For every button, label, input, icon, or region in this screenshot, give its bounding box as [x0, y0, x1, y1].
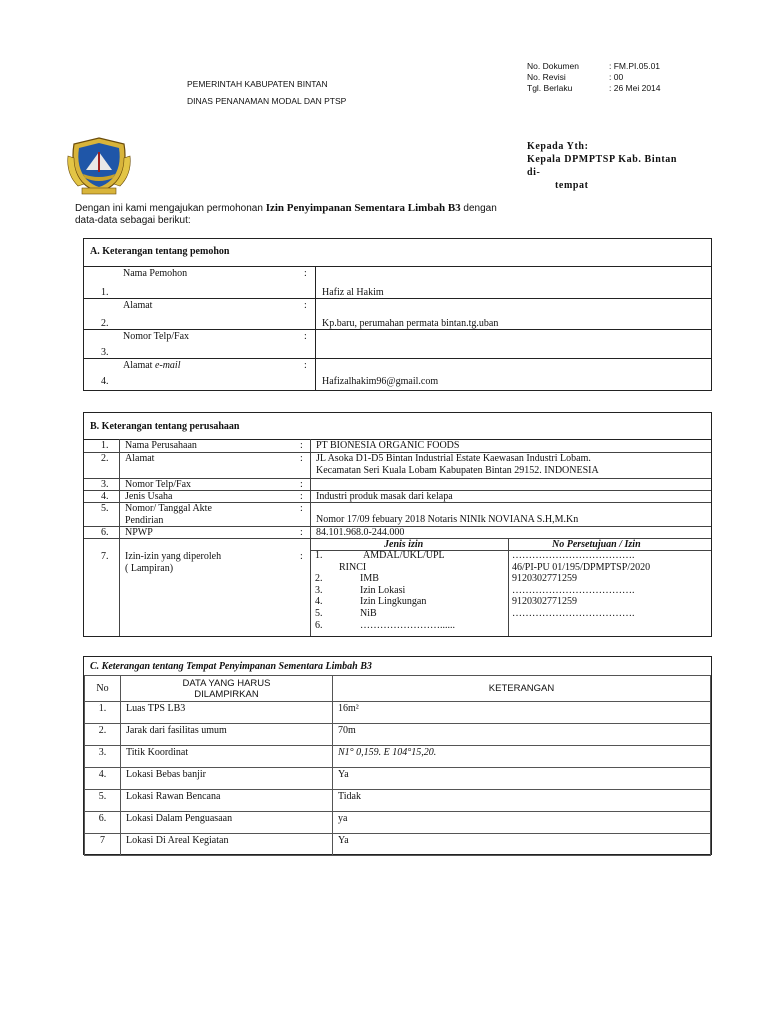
permit-number: ……………………………….	[512, 584, 635, 596]
permit-item: 5. NiB	[315, 607, 377, 619]
permit-type: Izin Penyimpanan Sementara Limbah B3	[265, 202, 461, 214]
doc-info-row: No. Revisi : 00	[527, 72, 624, 82]
permit-number: 46/PI-PU 01/195/DPMPTSP/2020	[512, 561, 651, 573]
permit-number: 9120302771259	[512, 596, 577, 608]
section-b-title: B. Keterangan tentang perusahaan	[90, 421, 240, 432]
applicant-address-value: Kp.baru, perumahan permata bintan.tg.uban	[322, 318, 499, 329]
npwp-value: 84.101.968.0-244.000	[316, 527, 405, 538]
company-address-value: JL Asoka D1-D5 Bintan Industrial Estate Kaewasan Industri Lobam.	[316, 453, 591, 464]
section-a: A. Keterangan tentang pemohon Nama Pemohon : 1. Hafiz al Hakim Alamat : 2. Kp.baru, perumahan permata bintan.tg.uban Nomor Telp/Fax : 3. Alamat e-mail : 4. Hafizalhakim96@gmail.com	[83, 238, 712, 391]
permit-number: ……………………………….	[512, 550, 635, 561]
intro-paragraph: Dengan ini kami mengajukan permohonan Izin Penyimpanan Sementara Limbah B3 dengan data-data sebagai berikut:	[75, 202, 497, 226]
permit-item: 2. IMB	[315, 573, 379, 585]
table-row: 6. Lokasi Dalam Penguasaan ya	[85, 812, 711, 834]
table-row: 1. Luas TPS LB3 16m²	[85, 702, 711, 724]
section-c	[83, 656, 712, 855]
tps-table	[84, 675, 711, 856]
section-c-title: C. Keterangan tentang Tempat Penyimpanan Sementara Limbah B3	[90, 661, 372, 672]
addressee-place: tempat	[555, 180, 589, 191]
table-header-row	[85, 676, 711, 702]
permit-item: 6. ……………………......	[315, 619, 455, 631]
permit-list	[315, 550, 505, 631]
table-row: 4. Lokasi Bebas banjir Ya	[85, 768, 711, 790]
addressee-greeting: Kepada Yth:	[527, 141, 589, 152]
section-b: B. Keterangan tentang perusahaan 1. Nama Perusahaan : PT BIONESIA ORGANIC FOODS 2. Alamat : JL Asoka D1-D5 Bintan Industrial Estate Kaewasan Industri Lobam. Kecamatan Seri Kuala Lobam Kabupaten Bintan 29152. INDONESIA 3. Nomor Telp/Fax : 4. Jenis Usaha : Industri produk masak dari kelapa 5. Nomor/ Tanggal Akte Pendirian : Nomor 17/09 febuary 2018 Notaris NINIk NOVIANA S.H,M.Kn 6. NPWP : 84.101.968.0-244.000 7. Izin-izin yang diperoleh ( Lampiran) : Jenis izin No Persetujuan / Izin 1. AMDAL/UKL/UPL RINCI 2. IMB 3. Izin Lokasi 4. Izin Lingkungan 5. NiB 6. ……………………...... ………………………………. 46/PI-PU 01/195/DPMPTSP/2020 9120302771259 ………………………………. 9120302771259 ……………………………….	[83, 412, 712, 637]
table-row: 7 Lokasi Di Areal Kegiatan Ya	[85, 834, 711, 856]
permit-type-header: Jenis izin	[384, 539, 424, 550]
table-row: 5. Lokasi Rawan Bencana Tidak	[85, 790, 711, 812]
table-row: 2. Jarak dari fasilitas umum 70m	[85, 724, 711, 746]
permit-number-list	[512, 550, 708, 620]
doc-info-row: No. Dokumen : FM.PI.05.01	[527, 61, 661, 71]
col-data-header: DATA YANG HARUS DILAMPIRKAN	[121, 676, 333, 702]
section-a-title: A. Keterangan tentang pemohon	[90, 246, 230, 257]
permit-item: RINCI	[339, 561, 367, 573]
agency-header-line1: PEMERINTAH KABUPATEN BINTAN	[187, 79, 328, 89]
addressee-di: di-	[527, 167, 541, 178]
deed-value: Nomor 17/09 febuary 2018 Notaris NINIk NOVIANA S.H,M.Kn	[316, 514, 579, 525]
doc-info-row: Tgl. Berlaku : 26 Mei 2014	[527, 83, 661, 93]
addressee-name: Kepala DPMPTSP Kab. Bintan	[527, 154, 678, 165]
permit-number-header: No Persetujuan / Izin	[552, 539, 641, 550]
business-type-value: Industri produk masak dari kelapa	[316, 491, 453, 502]
company-name-value: PT BIONESIA ORGANIC FOODS	[316, 440, 460, 451]
permit-item: 4. Izin Lingkungan	[315, 596, 427, 608]
permit-item: 1. AMDAL/UKL/UPL	[315, 550, 445, 561]
addressee-block	[527, 140, 677, 192]
col-keterangan-header: KETERANGAN	[333, 676, 711, 702]
permit-number: 9120302771259	[512, 573, 577, 585]
col-no-header: No	[85, 676, 121, 702]
applicant-name-value: Hafiz al Hakim	[322, 287, 384, 298]
permit-item: 3. Izin Lokasi	[315, 584, 406, 596]
emblem-icon	[66, 134, 132, 196]
applicant-email-value: Hafizalhakim96@gmail.com	[322, 376, 439, 387]
agency-header-line2: DINAS PENANAMAN MODAL DAN PTSP	[187, 96, 347, 106]
government-emblem-logo	[66, 134, 132, 196]
document-info	[527, 61, 727, 94]
table-row: 3. Titik Koordinat N1° 0,159. E 104°15,20.	[85, 746, 711, 768]
permit-number: ……………………………….	[512, 607, 635, 619]
